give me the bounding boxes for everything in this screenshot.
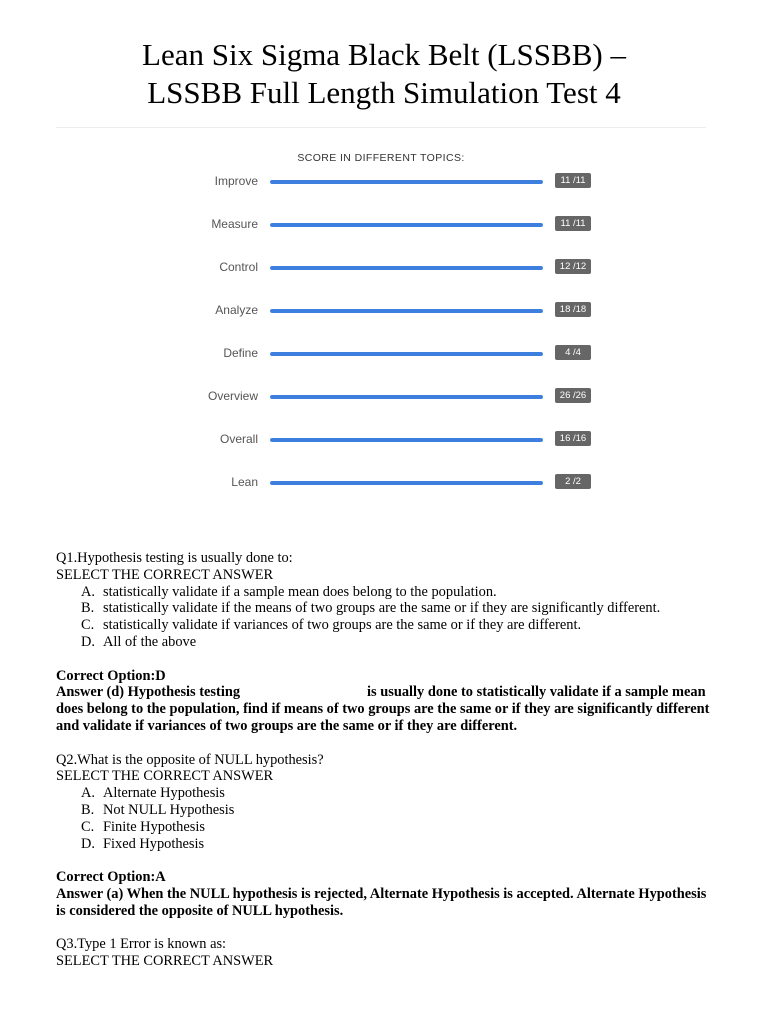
answer-text-start: Answer (d) Hypothesis testing: [56, 684, 241, 701]
option-text: Alternate Hypothesis: [103, 785, 225, 802]
topic-label: Analyze: [215, 303, 258, 317]
topic-progress-bar: [270, 180, 543, 184]
topic-progress-bar: [270, 223, 543, 227]
topic-row: [56, 172, 706, 192]
topic-score-badge: 26 /26: [555, 388, 591, 403]
option-text: All of the above: [103, 633, 197, 650]
option-letter: D.: [81, 835, 95, 852]
topic-score-badge: 12 /12: [555, 259, 591, 274]
topic-score-badge: 18 /18: [555, 302, 591, 317]
select-instruction: SELECT THE CORRECT ANSWER: [56, 566, 274, 583]
option-letter: A.: [81, 583, 95, 600]
document-title: [0, 36, 768, 112]
topic-score-badge: 16 /16: [555, 431, 591, 446]
question-text: Q2.What is the opposite of NULL hypothesis?: [56, 751, 324, 768]
topic-progress-bar: [270, 266, 543, 270]
topic-progress-fill: [270, 180, 543, 184]
topic-row: [56, 258, 706, 278]
topic-label: Improve: [214, 174, 258, 188]
answer-option: [56, 600, 712, 617]
correct-option: Correct Option:A: [56, 869, 166, 886]
topic-progress-bar: [270, 481, 543, 485]
topic-progress-bar: [270, 395, 543, 399]
option-letter: B.: [81, 600, 95, 617]
answer-option: [56, 634, 712, 651]
option-text: Not NULL Hypothesis: [103, 801, 235, 818]
topic-progress-fill: [270, 266, 543, 270]
question-text: Q1.Hypothesis testing is usually done to:: [56, 550, 293, 566]
topic-progress-fill: [270, 395, 543, 399]
topic-progress-fill: [270, 438, 543, 442]
topic-row: [56, 430, 706, 450]
topic-progress-bar: [270, 309, 543, 313]
answer-option: [56, 802, 712, 819]
topic-score-badge: 11 /11: [555, 173, 591, 188]
answer-option: [56, 785, 712, 802]
correct-option: Correct Option:D: [56, 667, 166, 684]
topic-row: [56, 215, 706, 235]
option-text: statistically validate if a sample mean does belong to the population.: [103, 583, 497, 600]
topic-label: Control: [219, 260, 258, 274]
answer-option: [56, 819, 712, 836]
topic-score-badge: 4 /4: [555, 345, 591, 360]
topic-row: [56, 473, 706, 493]
topic-label: Overall: [219, 432, 258, 446]
topic-progress-fill: [270, 481, 543, 485]
answer-option: [56, 584, 712, 601]
option-letter: D.: [81, 633, 95, 650]
question-block: [56, 936, 712, 970]
answer-block: [56, 668, 712, 735]
score-panel: [56, 130, 706, 520]
answer-block: [56, 869, 712, 919]
topic-score-badge: 11 /11: [555, 216, 591, 231]
topic-progress-bar: [270, 438, 543, 442]
topic-label: Measure: [211, 217, 258, 231]
question-block: [56, 752, 712, 853]
divider: [56, 127, 706, 128]
topic-row: [56, 387, 706, 407]
topic-label: Overview: [207, 389, 258, 403]
select-instruction: SELECT THE CORRECT ANSWER: [56, 768, 274, 785]
topic-progress-fill: [270, 309, 543, 313]
option-text: Fixed Hypothesis: [103, 835, 205, 852]
answer-text-end: is usually done to statistically validate if a sample mean does belong to the population, find if means of two groups are the same or if they are significantly different and validate if variances of two groups are the same or if they are different.: [56, 684, 710, 734]
option-letter: B.: [81, 801, 95, 818]
answer-explanation: [56, 684, 712, 734]
option-text: statistically validate if variances of two groups are the same or if they are different.: [103, 617, 582, 634]
topic-row: [56, 301, 706, 321]
option-letter: C.: [81, 617, 95, 634]
question-block: [56, 550, 712, 651]
score-panel-title: SCORE IN DIFFERENT TOPICS:: [297, 152, 465, 164]
topic-label: Define: [223, 346, 258, 360]
topic-label: Lean: [231, 475, 258, 489]
answer-option: [56, 617, 712, 634]
question-content: [56, 550, 712, 987]
topic-row: [56, 344, 706, 364]
title-line-2: LSSBB Full Length Simulation Test 4: [147, 75, 621, 110]
answer-explanation: Answer (a) When the NULL hypothesis is rejected, Alternate Hypothesis is accepted. Alternate Hypothesis is considered the opposite of NULL hypothesis.: [56, 885, 707, 919]
topic-progress-bar: [270, 352, 543, 356]
title-line-1: Lean Six Sigma Black Belt (LSSBB) –: [142, 37, 626, 72]
topic-score-badge: 2 /2: [555, 474, 591, 489]
option-letter: C.: [81, 818, 95, 835]
topic-progress-fill: [270, 223, 543, 227]
answer-option: [56, 836, 712, 853]
select-instruction: SELECT THE CORRECT ANSWER: [56, 953, 274, 970]
question-text: Q3.Type 1 Error is known as:: [56, 936, 227, 953]
topic-progress-fill: [270, 352, 543, 356]
option-letter: A.: [81, 785, 95, 802]
option-text: statistically validate if the means of two groups are the same or if they are significantly different.: [103, 600, 661, 617]
option-text: Finite Hypothesis: [103, 818, 205, 835]
